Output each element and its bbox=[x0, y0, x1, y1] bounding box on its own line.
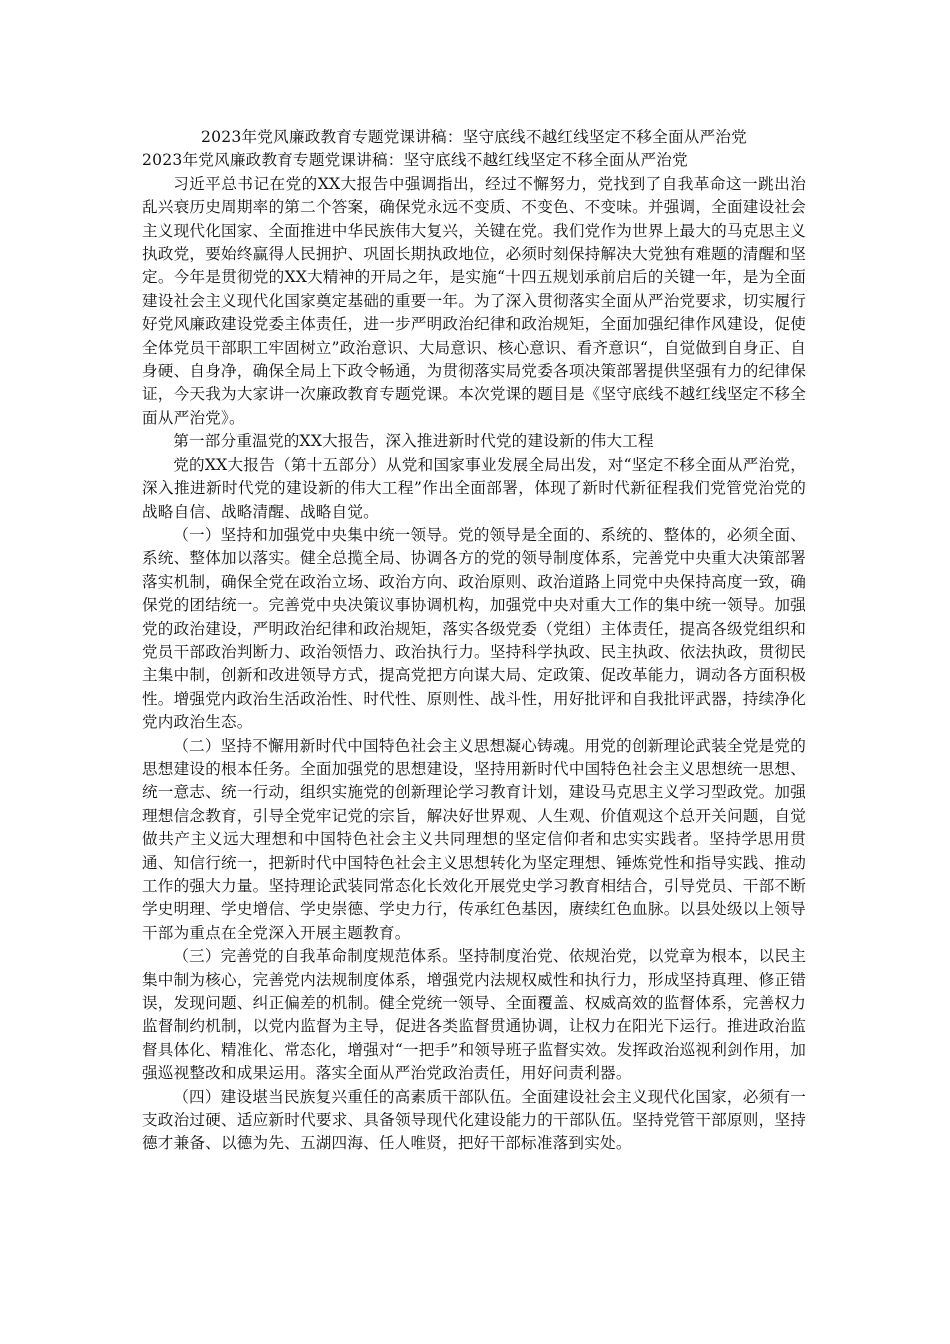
intro-paragraph: 习近平总书记在党的XX大报告中强调指出，经过不懈努力，党找到了自我革命这一跳出治乱兴衰历史周期率的第二个答案，确保党永远不变质、不变色、不变味。并强调，全面建设社会主义现代化国家、全面推进中华民族伟大复兴，关键在党。我们党作为世界上最大的马克思主义执政党，要始终赢得人民拥护、巩固长期执政地位，必须时刻保持解决大党独有难题的清醒和坚定。今年是贯彻党的XX大精神的开局之年，是实施“十四五规划承前启后的关键一年，是为全面建设社会主义现代化国家奠定基础的重要一年。为了深入贯彻落实全面从严治党要求，切实履行好党风廉政建设党委主体责任，进一步严明政治纪律和政治规矩，全面加强纪律作风建设，促使全体党员干部职工牢固树立”政治意识、大局意识、核心意识、看齐意识“，自觉做到自身正、自身硬、自身净，确保全局上下政令畅通，为贯彻落实局党委各项决策部署提供坚强有力的纪律保证，今天我为大家讲一次廉政教育专题党课。本次党课的题目是《坚守底线不越红线坚定不移全面从严治党》。 bbox=[142, 174, 806, 427]
subsection-1-paragraph: （一）坚持和加强党中央集中统一领导。党的领导是全面的、系统的、整体的，必须全面、系统、整体加以落实。健全总揽全局、协调各方的党的领导制度体系，完善党中央重大决策部署落实机制，确保全党在政治立场、政治方向、政治原则、政治道路上同党中央保持高度一致，确保党的团结统一。完善党中央决策议事协调机构，加强党中央对重大工作的集中统一领导。加强党的政治建设，严明政治纪律和政治规矩，落实各级党委（党组）主体责任，提高各级党组织和党员干部政治判断力、政治领悟力、政治执行力。坚持科学执政、民主执政、依法执政，贯彻民主集中制，创新和改进领导方式，提高党把方向谋大局、定政策、促改革能力，调动各方面积极性。增强党内政治生活政治性、时代性、原则性、战斗性，用好批评和自我批评武器，持续净化党内政治生态。 bbox=[142, 525, 806, 732]
subsection-3-paragraph: （三）完善党的自我革命制度规范体系。坚持制度治党、依规治党，以党章为根本，以民主集中制为核心，完善党内法规制度体系，增强党内法规权威性和执行力，形成坚持真理、修正错误，发现问题、纠正偏差的机制。健全党统一领导、全面覆盖、权威高效的监督体系，完善权力监督制约机制，以党内监督为主导，促进各类监督贯通协调，让权力在阳光下运行。推进政治监督具体化、精准化、常态化，增强对“一把手”和领导班子监督实效。发挥政治巡视利剑作用，加强巡视整改和成果运用。落实全面从严治党政治责任，用好问责利器。 bbox=[142, 947, 806, 1083]
document-title: 2023年党风廉政教育专题党课讲稿：坚守底线不越红线坚定不移全面从严治党 bbox=[142, 151, 688, 170]
subsection-2-paragraph: （二）坚持不懈用新时代中国特色社会主义思想凝心铸魂。用党的创新理论武装全党是党的思想建设的根本任务。全面加强党的思想建设，坚持用新时代中国特色社会主义思想统一思想、统一意志、统一行动，组织实施党的创新理论学习教育计划，建设马克思主义学习型政党。加强理想信念教育，引导全党牢记党的宗旨，解决好世界观、人生观、价值观这个总开关问题，自觉做共产主义远大理想和中国特色社会主义共同理想的坚定信仰者和忠实实践者。坚持学思用贯通、知信行统一，把新时代中国特色社会主义思想转化为坚定理想、锤炼党性和指导实践、推动工作的强大力量。坚持理论武装同常态化长效化开展党史学习教育相结合，引导党员、干部不断学史明理、学史增信、学史崇德、学史力行，传承红色基因，赓续红色血脉。以县处级以上领导干部为重点在全党深入开展主题教育。 bbox=[142, 736, 806, 942]
document-body bbox=[142, 126, 806, 1156]
subsection-4-paragraph: （四）建设堪当民族复兴重任的高素质干部队伍。全面建设社会主义现代化国家，必须有一支政治过硬、适应新时代要求、具备领导现代化建设能力的干部队伍。坚持党管干部原则，坚持德才兼备、以德为先、五湖四海、任人唯贤，把好干部标准落到实处。 bbox=[142, 1087, 806, 1153]
section-intro-paragraph: 党的XX大报告（第十五部分）从党和国家事业发展全局出发，对“坚定不移全面从严治党，深入推进新时代党的建设新的伟大工程”作出全面部署，体现了新时代新征程我们党管党治党的战略自信、战略清醒、战略自觉。 bbox=[142, 455, 806, 521]
document-title-centered: 2023年党风廉政教育专题党课讲稿：坚守底线不越红线坚定不移全面从严治党 bbox=[201, 128, 747, 146]
section-heading: 第一部分重温党的XX大报告，深入推进新时代党的建设新的伟大工程 bbox=[173, 432, 654, 451]
